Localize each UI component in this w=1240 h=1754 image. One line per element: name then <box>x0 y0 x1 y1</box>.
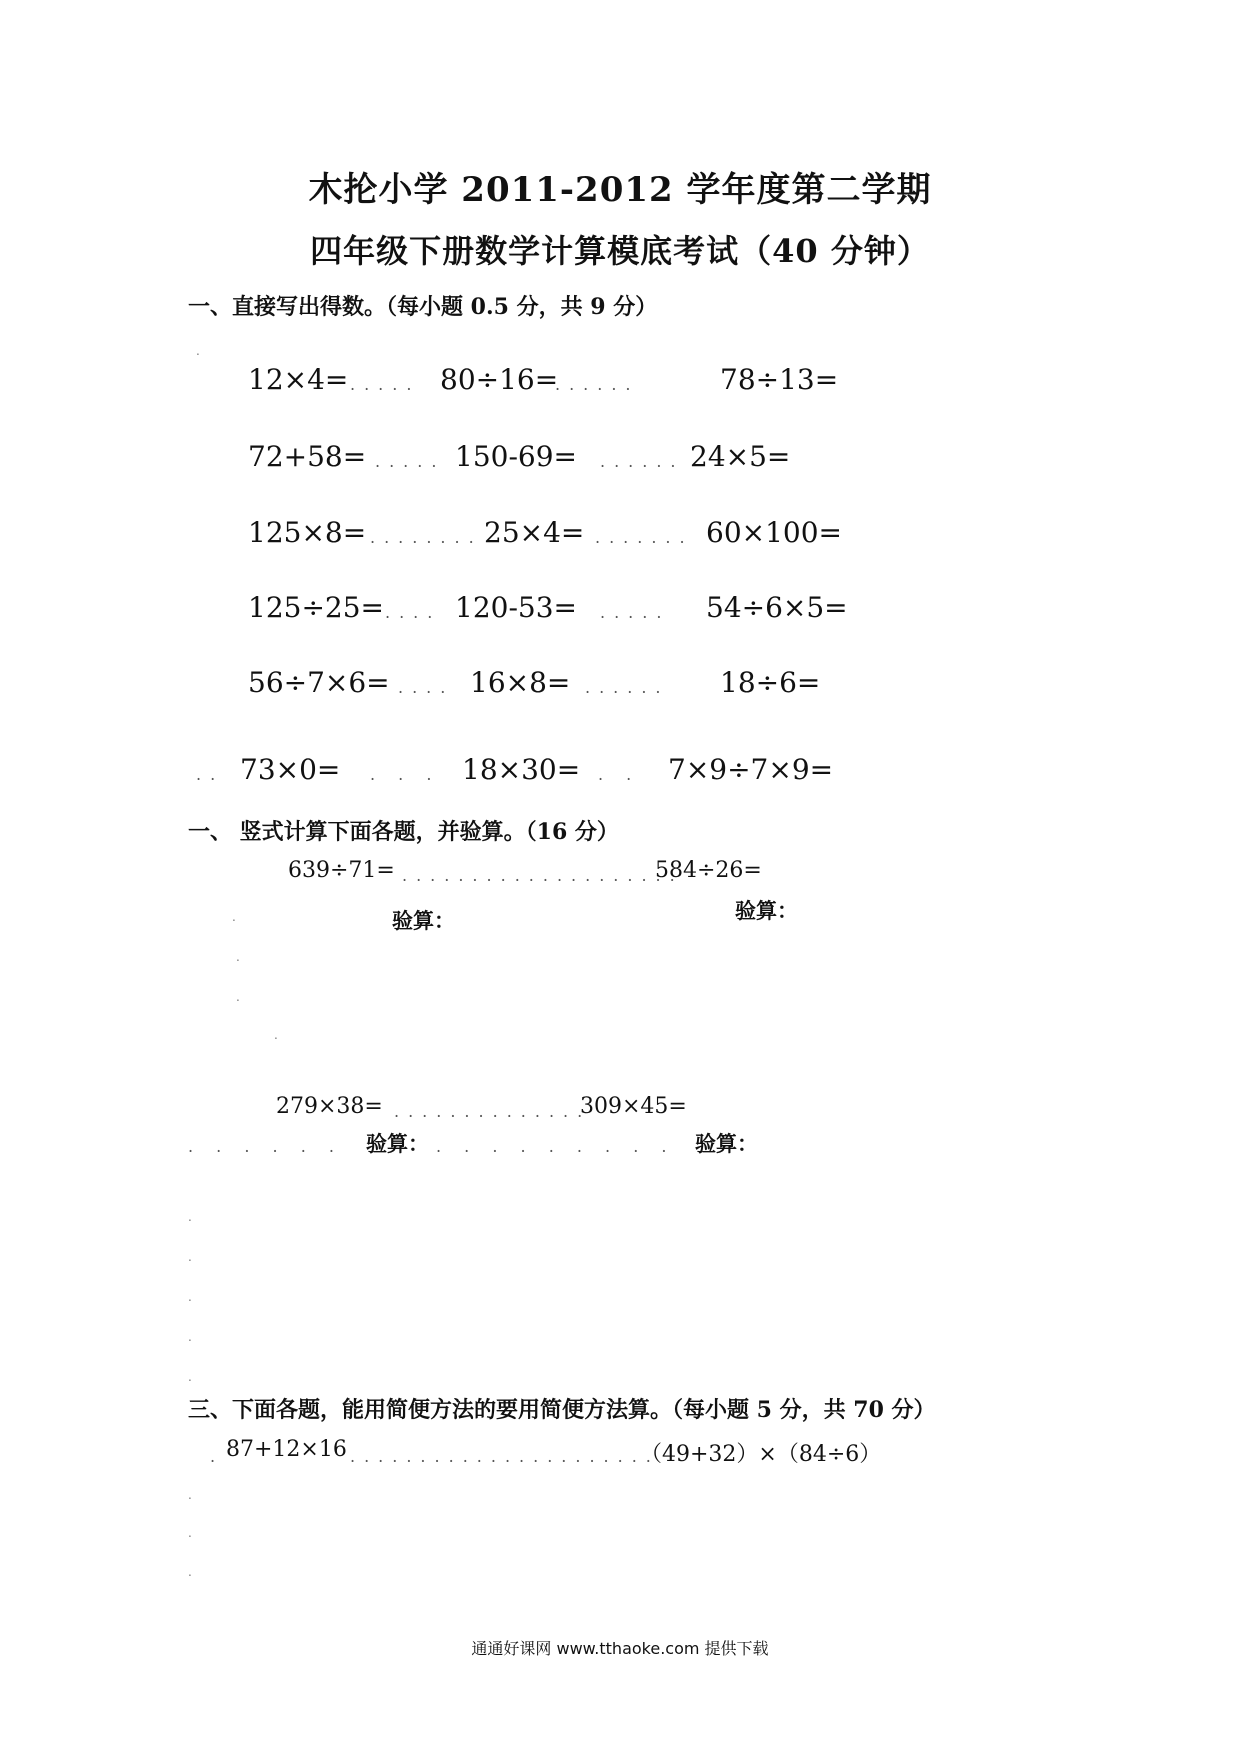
oral-question: 18÷6= <box>720 666 821 699</box>
footer-source: 通通好课网 www.tthaoke.com 提供下载 <box>471 1639 769 1658</box>
vertical-calc-problem: 584÷26= <box>655 858 762 883</box>
answer-blank: .. <box>196 765 225 784</box>
oral-question: 125×8= <box>248 516 367 549</box>
margin-dot: . <box>188 1330 192 1344</box>
answer-blank: ...... <box>555 375 640 394</box>
answer-blank: . . . . . . . . . <box>436 1137 676 1156</box>
answer-blank: .................... <box>402 866 684 885</box>
vertical-calc-problem: 639÷71= <box>288 858 395 883</box>
verify-label: 验算： <box>695 1131 758 1156</box>
oral-question: 24×5= <box>690 440 791 473</box>
answer-blank: ...... <box>600 452 685 471</box>
simplified-calc-problem: （49+32）×（84÷6） <box>640 1442 882 1467</box>
answer-blank: ...................... <box>350 1447 660 1466</box>
section2-header: 一、 竖式计算下面各题，并验算。（16 分） <box>188 819 619 845</box>
oral-question: 12×4= <box>248 363 349 396</box>
oral-question: 25×4= <box>484 516 585 549</box>
margin-dot: . <box>274 1028 278 1042</box>
answer-blank: . . . . . . <box>188 1137 343 1156</box>
answer-blank: ..... <box>350 375 421 394</box>
margin-dot: . <box>188 1565 192 1579</box>
simplified-calc-problem: 87+12×16 <box>226 1437 347 1462</box>
margin-dot: . <box>188 1210 192 1224</box>
answer-blank: ...... <box>585 678 670 697</box>
answer-blank: .... <box>398 678 455 697</box>
oral-question: 60×100= <box>706 516 842 549</box>
oral-question: 56÷7×6= <box>248 666 390 699</box>
answer-blank: ..... <box>600 603 671 622</box>
oral-question: 54÷6×5= <box>706 591 848 624</box>
margin-dot: . <box>236 990 240 1004</box>
margin-dot: . <box>188 1526 192 1540</box>
answer-blank: . . <box>598 765 641 784</box>
margin-dot: . <box>188 1290 192 1304</box>
oral-question: 18×30= <box>462 753 581 786</box>
answer-blank: . <box>210 1447 225 1466</box>
oral-question: 72+58= <box>248 440 367 473</box>
vertical-calc-problem: 309×45= <box>580 1094 687 1119</box>
margin-dot: . <box>188 1370 192 1384</box>
margin-dot: . <box>188 1250 192 1264</box>
margin-dot: . <box>236 950 240 964</box>
answer-blank: .... <box>385 603 442 622</box>
exam-title-line1: 木抡小学 2011-2012 学年度第二学期 <box>308 170 932 210</box>
answer-blank: .............. <box>394 1102 592 1121</box>
oral-question: 16×8= <box>470 666 571 699</box>
margin-dot: . <box>188 1488 192 1502</box>
exam-title-line2: 四年级下册数学计算模底考试（40 分钟） <box>310 232 930 270</box>
verify-label: 验算： <box>366 1131 429 1156</box>
answer-blank: . . . <box>370 765 441 784</box>
verify-label: 验算： <box>735 898 798 923</box>
answer-blank: ..... <box>375 452 446 471</box>
oral-question: 7×9÷7×9= <box>668 753 834 786</box>
oral-question: 78÷13= <box>720 363 839 396</box>
margin-dot: . <box>196 344 200 358</box>
answer-blank: ....... <box>595 528 694 547</box>
oral-question: 73×0= <box>240 753 341 786</box>
section1-header: 一、直接写出得数。（每小题 0.5 分，共 9 分） <box>188 294 658 320</box>
margin-dot: . <box>232 910 236 924</box>
oral-question: 80÷16= <box>440 363 559 396</box>
section3-header: 三、下面各题，能用简便方法的要用简便方法算。（每小题 5 分，共 70 分） <box>188 1397 936 1423</box>
oral-question: 125÷25= <box>248 591 384 624</box>
verify-label: 验算： <box>392 908 455 933</box>
vertical-calc-problem: 279×38= <box>276 1094 383 1119</box>
oral-question: 120-53= <box>455 591 577 624</box>
answer-blank: ........ <box>370 528 483 547</box>
oral-question: 150-69= <box>455 440 577 473</box>
